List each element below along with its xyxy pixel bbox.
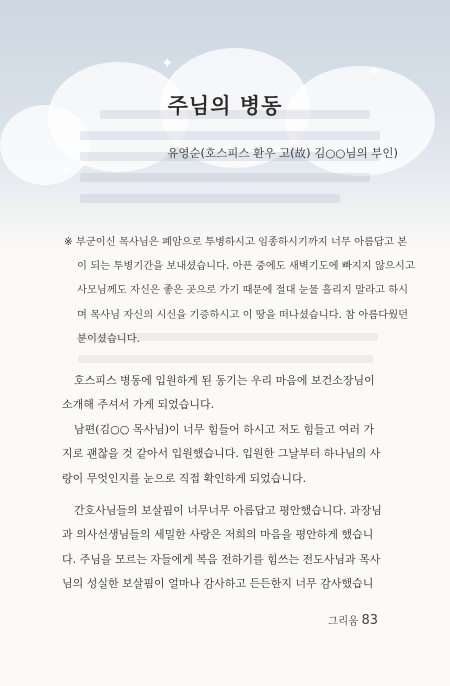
- body-line: 다. 주님을 모르는 자들에게 복음 전하기를 힘쓰는 전도사님과 목사: [62, 552, 381, 566]
- sparkle-icon: ✦: [161, 54, 174, 72]
- body-line: 남편(김○○ 목사님)이 너무 힘들어 하시고 저도 힘들고 여러 가: [74, 422, 375, 436]
- footer-label: 그리움: [328, 615, 359, 627]
- body-line: 님의 성실한 보살핌이 얼마나 감사하고 든든한지 너무 감사했습니: [62, 577, 374, 591]
- note-line: 이 되는 투병기간을 보내셨습니다. 아픈 중에도 새벽기도에 빠지지 않으시고: [77, 260, 415, 273]
- body-line: 간호사님들의 보살핌이 너무너무 아름답고 평안했습니다. 과장님: [74, 504, 382, 518]
- note-line: 며 목사님 자신의 시신을 기증하시고 이 땅을 떠나셨습니다. 참 아름다웠던: [77, 308, 409, 321]
- page-footer: [328, 613, 378, 628]
- body-line: 호스피스 병동에 입원하게 된 동기는 우리 마음에 보건소장님이: [74, 374, 375, 387]
- author-byline: 유영순(호스피스 환우 고(故) 김○○님의 부인): [167, 146, 398, 160]
- page-title: 주님의 병동: [167, 93, 283, 118]
- body-line: 소개해 주셔서 가게 되었습니다.: [62, 398, 215, 412]
- body-line: 지로 괜찮을 것 같아서 입원했습니다. 입원한 그날부터 하나님의 사: [62, 447, 381, 461]
- page-number: 83: [361, 613, 378, 628]
- note-line: 사모님께도 자신은 좋은 곳으로 가기 때문에 절대 눈물 흘리지 말라고 하시: [77, 284, 409, 297]
- body-line: 랑이 무엇인지를 눈으로 직접 확인하게 되었습니다.: [62, 471, 307, 485]
- note-line: 분이셨습니다.: [77, 332, 140, 345]
- editor-note: [64, 230, 415, 351]
- sparkle-icon: ✦: [60, 162, 73, 180]
- note-line: ※ 부군이신 목사님은 폐암으로 투병하시고 임종하시기까지 너무 아름답고 본: [64, 236, 408, 248]
- body-line: 과 의사선생님들의 세밀한 사랑은 저희의 마음을 평안하게 했습니: [62, 528, 374, 542]
- sparkle-icon: ✦: [368, 62, 381, 80]
- article-body: [62, 369, 398, 597]
- show-through-text: [80, 110, 380, 215]
